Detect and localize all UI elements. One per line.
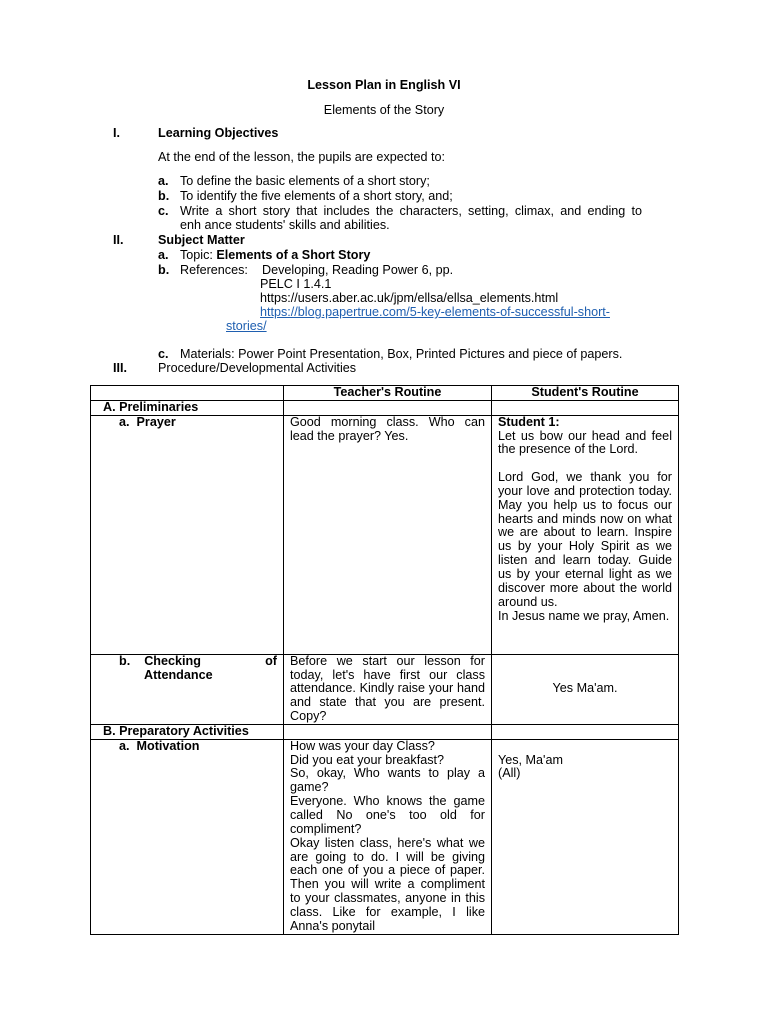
row-label-text: Checking	[144, 653, 201, 668]
student-prayer-text: In Jesus name we pray, Amen.	[498, 608, 670, 623]
objective-item: Write a short story that includes the characters, setting, climax, and ending to	[180, 204, 642, 218]
list-marker: c.	[158, 347, 169, 361]
student-line: (All)	[498, 766, 521, 781]
student-prayer-text: Let us bow our head and feel the presence of the Lord.	[498, 428, 672, 457]
table-row	[91, 400, 679, 415]
teacher-attendance: Before we start our lesson for today, let's have first our class attendance. Kindly raise your hand and state that you are present. Copy?	[284, 654, 492, 724]
section-label-preliminaries: A. Preliminaries	[91, 400, 284, 415]
reference-item: https://users.aber.ac.uk/jpm/ellsa/ellsa_elements.html	[260, 291, 559, 305]
row-marker: b.	[119, 653, 131, 668]
header-student: Student's Routine	[492, 386, 679, 401]
teacher-paragraph: So, okay, Who wants to play a game?	[290, 766, 485, 795]
table-header-row	[91, 386, 679, 401]
reference-link[interactable]: https://blog.papertrue.com/5-key-elements-of-successful-short-	[260, 305, 610, 319]
reference-item: Developing, Reading Power 6, pp.	[262, 263, 454, 277]
row-label-text: Prayer	[136, 414, 176, 429]
row-label-text: Attendance	[144, 667, 213, 682]
section-title: Learning Objectives	[158, 126, 279, 140]
topic-value: Elements of a Short Story	[216, 248, 371, 262]
student-line: Yes, Ma'am	[498, 752, 563, 767]
materials-line: Materials: Power Point Presentation, Box, Printed Pictures and piece of papers.	[180, 347, 623, 361]
teacher-line: How was your day Class?	[290, 738, 435, 753]
reference-item: PELC I 1.4.1	[260, 277, 332, 291]
page-title: Lesson Plan in English VI	[307, 78, 461, 92]
list-marker: b.	[158, 189, 170, 203]
table-row	[91, 724, 679, 739]
objectives-intro: At the end of the lesson, the pupils are expected to:	[158, 150, 446, 164]
student-label: Student 1:	[498, 414, 560, 429]
objective-item-continued: enh ance students' skills and abilities.	[180, 218, 390, 232]
page-subtitle: Elements of the Story	[323, 103, 445, 117]
student-prayer	[492, 415, 679, 654]
list-marker: c.	[158, 204, 169, 218]
header-blank	[91, 386, 284, 401]
topic-line	[180, 248, 370, 262]
objective-item: To identify the five elements of a short story, and;	[180, 189, 453, 203]
row-label-motivation	[91, 739, 284, 934]
teacher-line: Did you eat your breakfast?	[290, 752, 445, 767]
section-title: Subject Matter	[158, 233, 245, 247]
row-marker: a.	[119, 414, 130, 429]
section-number: II.	[113, 233, 124, 247]
section-title: Procedure/Developmental Activities	[158, 361, 357, 375]
reference-link-continued[interactable]: stories/	[226, 319, 267, 333]
row-label-text: of	[265, 653, 277, 668]
section-number: I.	[113, 126, 120, 140]
table-row	[91, 739, 679, 934]
row-label-text: Motivation	[136, 738, 200, 753]
section-number: III.	[113, 361, 127, 375]
teacher-motivation	[284, 739, 492, 934]
section-label-preparatory: B. Preparatory Activities	[91, 724, 284, 739]
list-marker: a.	[158, 174, 169, 188]
row-marker: a.	[119, 738, 130, 753]
references-label: References:	[180, 263, 248, 277]
topic-label: Topic:	[180, 248, 217, 262]
table-row	[91, 654, 679, 724]
row-label-attendance	[91, 654, 284, 724]
teacher-prayer: Good morning class. Who can lead the prayer? Yes.	[284, 415, 492, 654]
row-label-prayer	[91, 415, 284, 654]
list-marker: a.	[158, 248, 169, 262]
table-row	[91, 415, 679, 654]
teacher-paragraph: Okay listen class, here's what we are going to do. I will be giving each one of you a piece of paper. Then you will write a compliment to your classmates, anyone in this class. Like for example, I like Anna's ponytail	[290, 835, 485, 933]
student-prayer-text: Lord God, we thank you for your love and protection today. May you help us to focus our hearts and minds now on what we are about to learn. Inspire us by your Holy Spirit as we listen and learn today. Guide us by your eternal light as we discover more about the world around us.	[498, 470, 672, 609]
list-marker: b.	[158, 263, 170, 277]
teacher-paragraph: Everyone. Who knows the game called No one's too old for compliment?	[290, 794, 485, 836]
student-attendance: Yes Ma'am.	[492, 654, 679, 724]
student-motivation	[492, 739, 679, 934]
objective-item: To define the basic elements of a short story;	[180, 174, 430, 188]
header-teacher: Teacher's Routine	[284, 386, 492, 401]
routine-table	[90, 385, 679, 935]
